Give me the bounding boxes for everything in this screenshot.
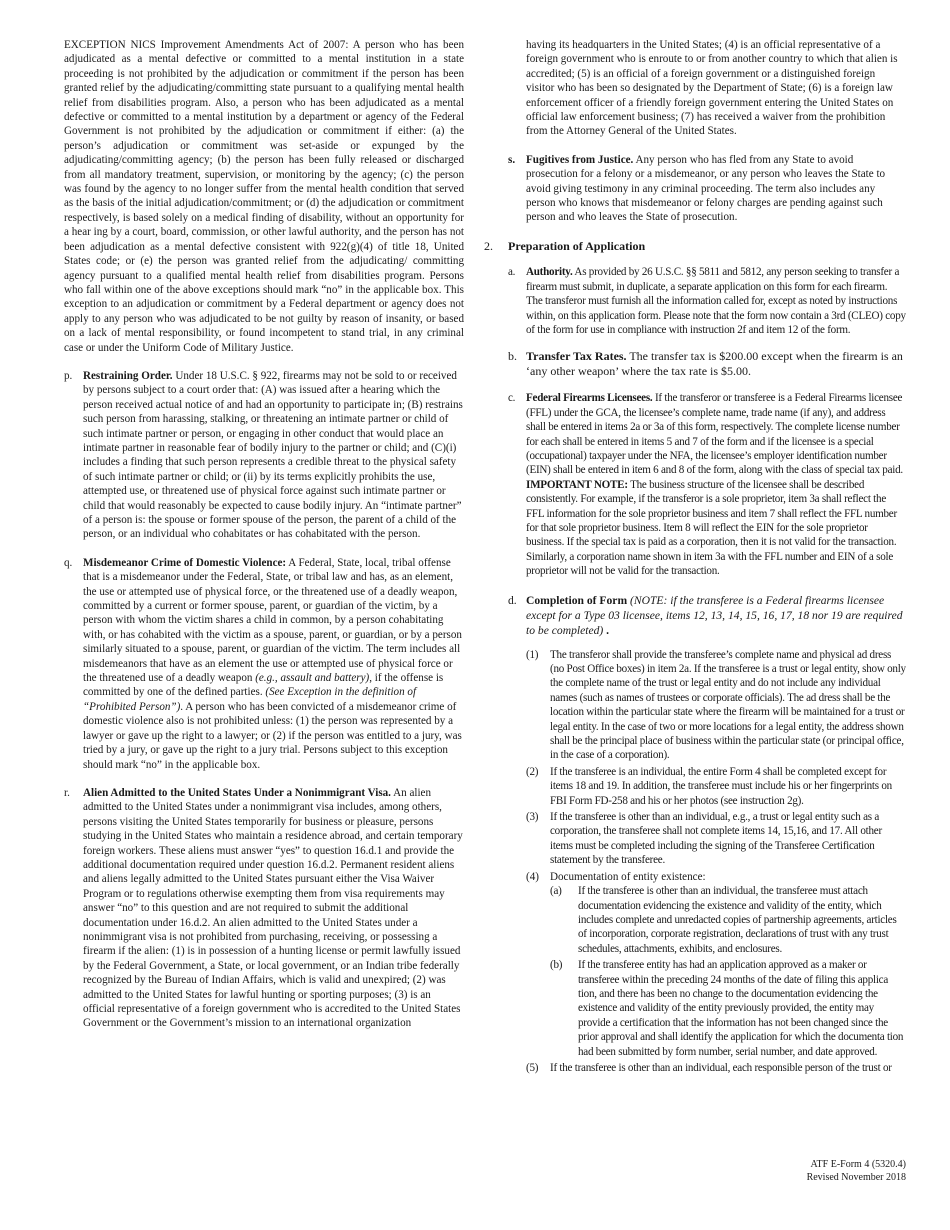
item-italic: (NOTE: if the transferee is a Federal firearms licensee except for a Type 03 licensee, items 12, 13, 14, 15, 16, 17, 18 nor 19 are required to be completed)	[526, 593, 903, 637]
item-text	[83, 556, 464, 772]
item-text	[526, 349, 906, 379]
item-italic: (e.g., assault and battery)	[255, 672, 370, 685]
item-a-authority	[508, 265, 906, 337]
item-text: If the transferee is other than an individual, e.g., a trust or legal entity such as a corporation, the transferee shall not complete items 14, 15,16, and 17. All other items must be completed including the signing of the Transferee Certification statement by the transferee.	[550, 811, 882, 867]
page-footer	[807, 1159, 906, 1184]
item-label: s.	[508, 153, 516, 166]
item-text: If the transferee is an individual, the entire Form 4 shall be completed except for items 18 and 19. In addition, the transferee must include his or her fingerprints on FBI Form FD-258 and his or her photos (see instruction 2g).	[550, 765, 892, 807]
item-body: The transfer tax is $200.00 except when the firearm is an ‘any other weapon’ where the tax rate is $5.00.	[526, 349, 903, 379]
item-label: p.	[64, 369, 73, 382]
item-label: b.	[508, 349, 517, 364]
item-body: The business structure of the licensee shall be described consistently. For example, if the transferor is a sole proprietor, item 3a shall reflect the FFL information for the sole proprietor business and item 7 shall reflect the FFL number for that sole proprietor business. Item 8 will reflect the EIN for the sole proprietor business. If the special tax is paid as a corporation, then it is not valid for the transaction. Similarly, a corporation name shown in item 3a with the FFL number and EIN of a sole proprietor will not be valid for the transaction.	[526, 478, 897, 578]
item-d-completion	[508, 593, 906, 638]
item-d4-container	[526, 884, 906, 1059]
form-number: ATF E-Form 4 (5320.4)	[810, 1159, 906, 1170]
section-title: Preparation of Application	[508, 238, 646, 253]
item-label: d.	[508, 593, 517, 607]
item-label: (4)	[526, 870, 539, 883]
item-title: Restraining Order.	[83, 369, 173, 382]
exception-paragraph: EXCEPTION NICS Improvement Amendments Act of 2007: A person who has been adjudicated as a mental defective or committed to a mental institution in a state proceeding is not prohibited by the adjudication or commitment if the person has been granted relief by the adjudicating/committing state pursuant to a qualifying mental health relief from disabilities program. Also, a person who has been adjudicated as a mental defective or committed to a mental institution by a department or agency of the Federal Government is not prohibited by the adjudication or commitment if either: (a) the person’s adjudication or commitment was set-aside or expunged by the adjudicating/committing agency; (b) the person has been fully released or discharged from all mandatory treatment, supervision, or monitoring by the agency; (c) the person was found by the agency to no longer suffer from the mental health condition that served as the basis of the initial adjudication/commitment; or (d) the adjudication or commitment respectively, is based solely on a medical finding of disability, without an opportunity for a hear ing by a court, board, commission, or other lawful authority, and the person has not been adjudication as a mental defective consistent with 922(g)(4) of title 18, United States code; or (e) the person was granted relief from the adjudicating/ committing agency pursuant to a qualified mental health relief from disabilities program. Persons who fall within one of the above exceptions should mark “no” in the applicable box. This exception to an adjudication or commitment by a Federal department or agency does not apply to any person who was adjudicated to be not guilty by reason of insanity, or based on a lack of mental responsibility, or found incompetent to stand trial, in any criminal case or under the Uniform Code of Military Justice.	[64, 39, 464, 354]
item-p-restraining-order	[64, 369, 464, 542]
item-italic: (See Exception in the definition of “Prohibited Person”)	[83, 686, 417, 713]
item-text: Documentation of entity existence:	[550, 870, 706, 883]
item-title: Transfer Tax Rates.	[526, 349, 627, 364]
item-body: Under 18 U.S.C. § 922, firearms may not be sold to or received by persons subject to a court order that: (A) was issued after a hearing which the person received actual notice of and had an opportunity to participate in; (B) restrains such person from harassing, stalking, or threatening an intimate partner or child of such intimate partner or person, or engaging in other conduct that would place an intimate partner in reasonable fear of bodily injury to the partner or child; and (C)(i) includes a finding that such person represents a credible threat to the physical safety of such intimate partner or child; or (ii) by its terms explicitly prohibits the use, attempted use, or threatened use of physical force against such intimate partner or child that would reasonably be expected to cause bodily injury. An “intimate partner” of a person is: the spouse or former spouse of the person, the parent of a child of the person, or an individual who cohabitates or has cohabitated with the person.	[83, 369, 463, 541]
item-d2	[526, 765, 906, 808]
item-body: A Federal, State, local, tribal offense that is a misdemeanor under the Federal, State, or tribal law and has, as an element, the use or attempted use of physical force, or the threatened use of a deadly weapon, committed by a current or former spouse, parent, or guardian of the victim, by a person with whom the victim shares a child in common, by a person cohabitating with, or has cohabited with the victim as a spouse, parent, or guardian, or by a person similarly situated to a spouse, parent, or guardian of the victim. The term includes all misdemeanors that have as an element the use or attempted use of physical force or the threatened use of a deadly weapon	[83, 556, 462, 685]
item-label: a.	[508, 266, 516, 279]
item-d4	[526, 870, 906, 884]
section-heading	[484, 239, 906, 253]
right-column	[484, 38, 906, 1075]
item-text	[526, 593, 906, 638]
item-text	[526, 391, 906, 578]
item-body: An alien admitted to the United States under a nonimmigrant visa includes, among others, persons visiting the United States temporarily for business or pleasure, persons studying in the United States who maintain a residence abroad, and certain temporary foreign workers. These aliens must answer “yes” to question 16.d.1 and provide the additional documentation required under question 16.d.2. Permanent resident aliens and aliens legally admitted to the United States pursuant either the Visa Waiver Program or to regulations otherwise exempting them from visa requirements may answer “no” to this question and are not required to submit the additional documentation under 16.d.2. An alien admitted to the United States under a nonimmigrant visa is not prohibited from purchasing, receiving, or possessing a firearm if the alien: (1) is in possession of a hunting license or permit lawfully issued by the Federal Government, a State, or local government, or an Indian tribe federally recognized by the Bureau of Indian Affairs, which is valid and unexpired; (2) was admitted to the United States for lawful hunting or sporting purposes; (3) is an official representative of a foreign government who is accredited to the United States Government or the Government’s mission to an international organization	[83, 786, 463, 1030]
item-title: Alien Admitted to the United States Under a Nonimmigrant Visa.	[83, 786, 391, 799]
item-body: , if the offense is committed by one of the defined parties.	[83, 672, 444, 699]
item-text	[83, 786, 464, 1031]
item-d4-sublist	[526, 884, 906, 1059]
left-column	[64, 38, 464, 1031]
item-text: If the transferee is other than an individual, the transferee must attach documentation evidencing the existence and validity of the entity, which includes complete and unredacted copies of partnership agreements, articles of incorporation, corporate registration, declarations of trust with any trust schedules, attachments, exhibits, and enclosures.	[578, 885, 897, 955]
item-q-domestic-violence	[64, 556, 464, 772]
item-r-continuation: having its headquarters in the United States; (4) is an official representative of a foreign government who is enroute to or from another country to which that alien is accredited; (5) is an official of a foreign government or a distinguished foreign visitor who has been so designated by the Department of State; (6) is a foreign law enforcement officer of a friendly foreign government entering the United States on official law enforcement business; (7) has received a waiver from the prohibition from the Attorney General of the United States.	[526, 39, 898, 138]
item-label: (5)	[526, 1061, 539, 1074]
item-title: Authority.	[526, 266, 573, 279]
item-s-fugitives	[508, 153, 906, 225]
item-title: Misdemeanor Crime of Domestic Violence:	[83, 556, 287, 569]
item-end: .	[603, 623, 610, 637]
item-title: Federal Firearms Licensees.	[526, 392, 653, 405]
item-c-ffl	[508, 391, 906, 578]
important-note: IMPORTANT NOTE:	[526, 478, 628, 491]
section-number: 2.	[484, 238, 493, 253]
item-body: Any person who has fled from any State to avoid prosecution for a felony or a misdemeanor, or any person who leaves the State to avoid giving testimony in any criminal proceeding. The term also includes any person who knows that misdemeanor or felony charges are pending against such person and who leaves the State of prosecution.	[526, 153, 886, 224]
item-label: c.	[508, 392, 516, 405]
item-body: . A person who has been convicted of a misdemeanor crime of domestic violence also is not prohibited unless: (1) the person was represented by a lawyer or gave up the right to a lawyer; or (2) if the person was entitled to a jury, was tried by a jury, or gave up the right to a jury trial. Persons subject to this exception should mark “no” in the applicable box.	[83, 700, 462, 771]
item-d1	[526, 648, 906, 763]
item-d4a	[550, 884, 906, 956]
item-r-nonimmigrant-visa	[64, 786, 464, 1031]
item-title: Fugitives from Justice.	[526, 153, 634, 166]
item-text	[526, 265, 906, 337]
item-text	[526, 153, 906, 225]
item-text: The transferor shall provide the transferee’s complete name and physical ad dress (no Post Office boxes) in item 2a. If the transferee is a trust or legal entity, show only the complete name of the trust or legal entity and do not include any individual names (such as names of trustees or corporate officials). The ad dress shall be the location within the particular state where the firearm will be maintained for a trust or legal entity. In the case of two or more locations for a legal entity, the address shown shall be the principal place of business within the particular state (or principal office, in the case of a corporation).	[550, 648, 906, 762]
item-text: If the transferee is other than an individual, each responsible person of the trust or	[550, 1061, 892, 1074]
item-d3	[526, 810, 906, 868]
item-b-transfer-tax	[508, 349, 906, 379]
item-body: If the transferor or transferee is a Federal Firearms licensee (FFL) under the GCA, the licensee’s complete name, trade name (if any), and address shall be entered in items 2a or 3a of this form, respectively. The complete license number for each shall be entered in items 5 and 7 of the form and if the licensee is a special (occupational) taxpayer under the NFA, the licensee’s employer identification number (EIN) shall be entered in item 6 and 8 of the form, along with the class of special tax paid.	[526, 392, 903, 477]
item-title: Completion of Form	[526, 593, 628, 607]
item-label: (2)	[526, 765, 539, 778]
item-label: (1)	[526, 648, 539, 661]
item-label: (a)	[550, 885, 562, 898]
item-body: As provided by 26 U.S.C. §§ 5811 and 5812, any person seeking to transfer a firearm must submit, in duplicate, a separate application on this form for each firearm. The transferor must furnish all the information called for, except as noted by instructions within, on this application form. Please note that the form now contain a 3rd (CLEO) copy of the form for use in compliance with instruction 2f and item 12 of the form.	[526, 266, 906, 336]
revision-date: Revised November 2018	[806, 1171, 906, 1183]
item-text	[83, 369, 464, 542]
item-label: (b)	[550, 959, 563, 972]
item-text: If the transferee entity has had an application approved as a maker or transferee within the preceding 24 months of the date of filing this applica tion, and there has been no change to the documentation evidencing the existence and validity of the entity previously provided, the entity may provide a certification that the information has not been changed since the prior approval and shall identify the application for which the documenta tion had been submitted by form number, serial number, and date approved.	[578, 959, 904, 1058]
item-d5	[526, 1061, 906, 1075]
item-label: q.	[64, 556, 73, 569]
item-d4b	[550, 958, 906, 1059]
item-label: (3)	[526, 811, 539, 824]
item-label: r.	[64, 786, 70, 799]
